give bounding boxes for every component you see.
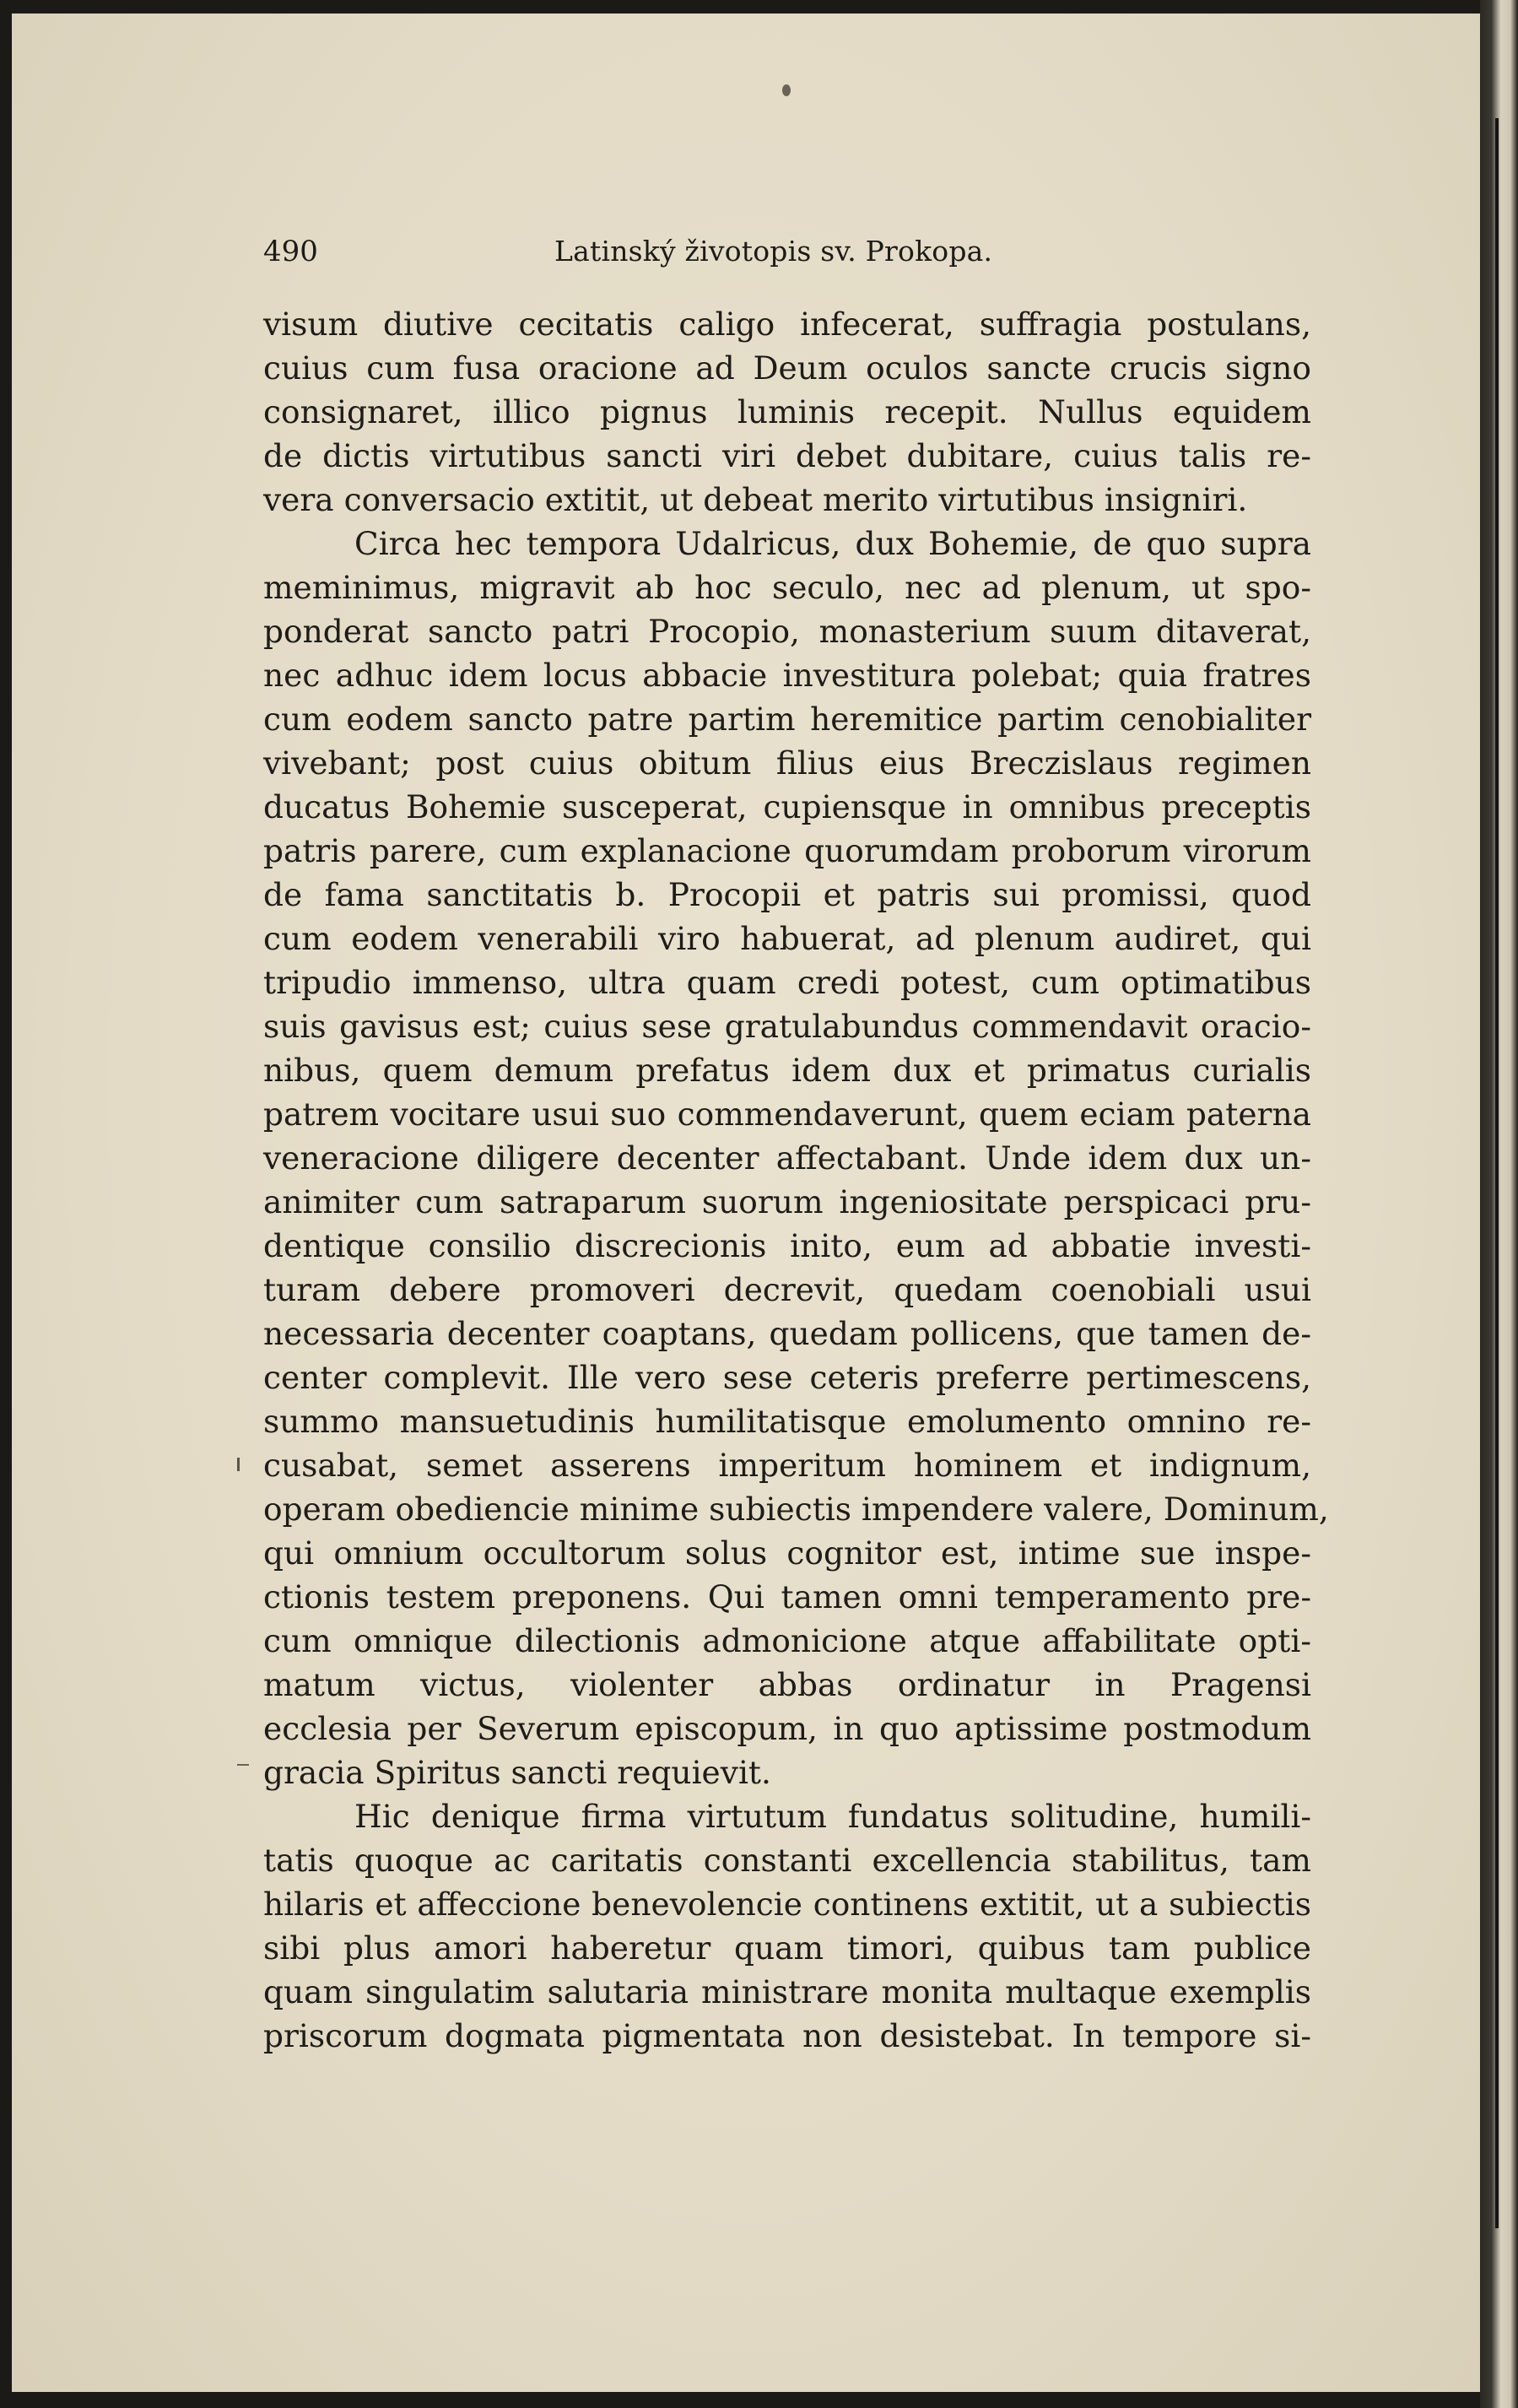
- text-line: cum eodem venerabili viro habuerat, ad plenum audiret, qui: [263, 920, 1311, 957]
- text-line: summo mansuetudinis humilitatisque emolumento omnino re-: [263, 1403, 1311, 1440]
- text-line: center complevit. Ille vero sese ceteris preferre pertimescens,: [263, 1359, 1311, 1396]
- text-line: ctionis testem preponens. Qui tamen omni temperamento pre-: [263, 1578, 1311, 1615]
- text-line: veneracione diligere decenter affectabant. Unde idem dux un-: [263, 1139, 1311, 1177]
- text-line: animiter cum satraparum suorum ingeniositate perspicaci pru-: [263, 1183, 1311, 1220]
- text-line: ponderat sancto patri Procopio, monasterium suum ditaverat,: [263, 613, 1311, 650]
- text-line: operam obediencie minime subiectis impendere valere, Dominum,: [263, 1491, 1329, 1528]
- text-line: dentique consilio discrecionis inito, eum ad abbatie investi-: [263, 1227, 1311, 1264]
- margin-mark: [237, 1764, 249, 1766]
- text-line: vera conversacio extitit, ut debeat merito virtutibus insigniri.: [263, 481, 1248, 518]
- text-line: patris parere, cum explanacione quorumdam proborum virorum: [263, 832, 1311, 869]
- book-edge-shadow: [1495, 118, 1499, 2228]
- text-line: de dictis virtutibus sancti viri debet dubitare, cuius talis re-: [263, 437, 1311, 474]
- text-line: de fama sanctitatis b. Procopii et patris sui promissi, quod: [263, 876, 1311, 913]
- text-line: priscorum dogmata pigmentata non desistebat. In tempore si-: [263, 2017, 1311, 2054]
- margin-mark: [237, 1458, 240, 1471]
- text-line: cum eodem sancto patre partim heremitice partim cenobialiter: [263, 701, 1311, 738]
- text-line: nec adhuc idem locus abbacie investitura polebat; quia fratres: [263, 657, 1311, 694]
- ink-speck: [782, 84, 791, 96]
- text-line: cuius cum fusa oracione ad Deum oculos sancte crucis signo: [263, 349, 1311, 387]
- text-line: cum omnique dilectionis admonicione atque affabilitate opti-: [263, 1622, 1311, 1659]
- text-line: hilaris et affeccione benevolencie continens extitit, ut a subiectis: [263, 1886, 1311, 1923]
- page-number: 490: [263, 235, 318, 268]
- text-line: tripudio immenso, ultra quam credi potest, cum optimatibus: [263, 964, 1311, 1001]
- text-line: ducatus Bohemie susceperat, cupiensque in omnibus preceptis: [263, 788, 1311, 825]
- text-line: sibi plus amori haberetur quam timori, quibus tam publice: [263, 1929, 1311, 1967]
- text-line: suis gavisus est; cuius sese gratulabundus commendavit oracio-: [263, 1008, 1311, 1045]
- body-text: [263, 302, 1329, 2058]
- text-line: ecclesia per Severum episcopum, in quo aptissime postmodum: [263, 1710, 1311, 1747]
- text-line: consignaret, illico pignus luminis recepit. Nullus equidem: [263, 393, 1311, 430]
- text-line: vivebant; post cuius obitum filius eius Breczislaus regimen: [263, 744, 1311, 782]
- text-line: nibus, quem demum prefatus idem dux et primatus curialis: [263, 1052, 1311, 1089]
- text-line: matum victus, violenter abbas ordinatur in Pragensi: [263, 1666, 1311, 1703]
- text-line: necessaria decenter coaptans, quedam pollicens, que tamen de-: [263, 1315, 1311, 1352]
- book-edge: [1480, 0, 1518, 2408]
- page-header: [263, 235, 1318, 277]
- text-line: Circa hec tempora Udalricus, dux Bohemie, de quo supra: [354, 525, 1311, 562]
- text-line: patrem vocitare usui suo commendaverunt, quem eciam paterna: [263, 1096, 1311, 1133]
- text-line: turam debere promoveri decrevit, quedam coenobiali usui: [263, 1271, 1311, 1308]
- text-line: Hic denique firma virtutum fundatus solitudine, humili-: [354, 1798, 1311, 1835]
- text-line: quam singulatim salutaria ministrare monita multaque exemplis: [263, 1973, 1311, 2010]
- running-title: Latinský životopis sv. Prokopa.: [554, 235, 993, 268]
- text-line: tatis quoque ac caritatis constanti excellencia stabilitus, tam: [263, 1842, 1311, 1879]
- text-line: gracia Spiritus sancti requievit.: [263, 1754, 771, 1791]
- text-line: cusabat, semet asserens imperitum hominem et indignum,: [263, 1447, 1311, 1484]
- text-line: visum diutive cecitatis caligo infecerat, suffragia postulans,: [263, 306, 1311, 343]
- text-line: meminimus, migravit ab hoc seculo, nec ad plenum, ut spo-: [263, 569, 1311, 606]
- text-line: qui omnium occultorum solus cognitor est, intime sue inspe-: [263, 1534, 1311, 1572]
